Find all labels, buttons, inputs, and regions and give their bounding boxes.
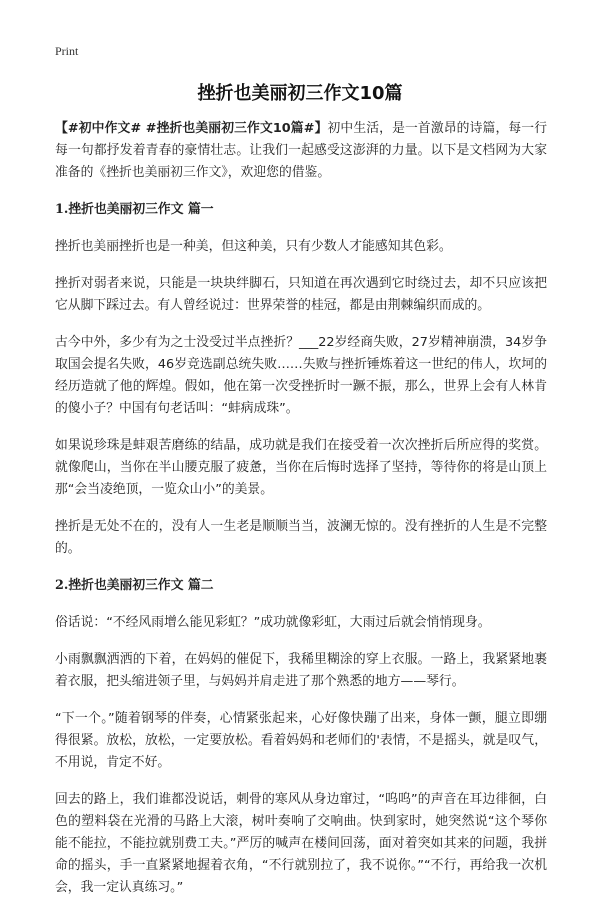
paragraph: 古今中外，多少有为之士没受过半点挫折？___22岁经商失败，27岁精神崩溃，34岁争取国会提名失败，46岁竞选副总统失败……失败与挫折锤炼着这一世纪的伟人，坎坷的经历造就了他的辉煌。假如，他在第一次受挫折时一蹶不振，那么，世界上会有人林肯的傻小子？中国有句老话叫：“蚌病成珠”。 bbox=[55, 335, 547, 416]
print-label: Print bbox=[55, 44, 79, 58]
paragraph: “下一个。”随着钢琴的伴奏，心情紧张起来，心好像快蹦了出来，身体一颤，腿立即绷得很紧。放松，放松，一定要放松。看着妈妈和老师们的'表情，不是摇头，就是叹气，不用说，肯定不好。 bbox=[55, 711, 547, 770]
paragraph: 如果说珍珠是蚌艰苦磨练的结晶，成功就是我们在接受着一次次挫折后所应得的奖赏。就像爬山，当你在半山腰克服了疲惫，当你在后悔时选择了坚持，等待你的将是山顶上那“会当凌绝顶，一览众山小”的美景。 bbox=[55, 438, 547, 497]
section-heading-1: 1.挫折也美丽初三作文 篇一 bbox=[55, 202, 214, 217]
article-body bbox=[55, 118, 547, 914]
intro-paragraph bbox=[55, 118, 547, 184]
page-title: 挫折也美丽初三作文10篇 bbox=[197, 83, 403, 104]
intro-tags: 【#初中作文# #挫折也美丽初三作文10篇#】 bbox=[55, 121, 328, 136]
paragraph: 挫折是无处不在的，没有人一生老是顺顺当当，波澜无惊的。没有挫折的人生是不完整的。 bbox=[55, 519, 547, 556]
intro-text: 初中生活，是一首激昂的诗篇，每一行每一句都抒发着青春的豪情壮志。让我们一起感受这澎湃的力量。以下是文档网为大家准备的《挫折也美丽初三作文》，欢迎您的借鉴。 bbox=[55, 121, 547, 180]
paragraph: 回去的路上，我们谁都没说话，刺骨的寒风从身边窜过，“呜呜”的声音在耳边徘徊，白色的塑料袋在光滑的马路上大滚，树叶奏响了交响曲。快到家时，她突然说“这个琴你能不能拉，不能拉就别费工夫。”严厉的喊声在楼间回荡，面对着突如其来的问题，我拼命的摇头，手一直紧紧地握着衣角，“不行就别拉了，我不说你。”“不行，再给我一次机会，我一定认真练习。” bbox=[55, 792, 547, 895]
paragraph: 挫折对弱者来说，只能是一块块绊脚石，只知道在再次遇到它时绕过去，却不只应该把它从脚下踩过去。有人曾经说过：世界荣誉的桂冠，都是由荆棘编织而成的。 bbox=[55, 276, 547, 313]
section-heading-2: 2.挫折也美丽初三作文 篇二 bbox=[55, 578, 214, 593]
paragraph: 俗话说：“不经风雨增么能见彩虹？”成功就像彩虹，大雨过后就会悄悄现身。 bbox=[55, 615, 491, 630]
paragraph: 挫折也美丽挫折也是一种美，但这种美，只有少数人才能感知其色彩。 bbox=[55, 239, 452, 254]
paragraph: 小雨飘飘洒洒的下着，在妈妈的催促下，我稀里糊涂的穿上衣服。一路上，我紧紧地裹着衣服，把头缩进领子里，与妈妈并肩走进了那个熟悉的地方——琴行。 bbox=[55, 652, 547, 689]
